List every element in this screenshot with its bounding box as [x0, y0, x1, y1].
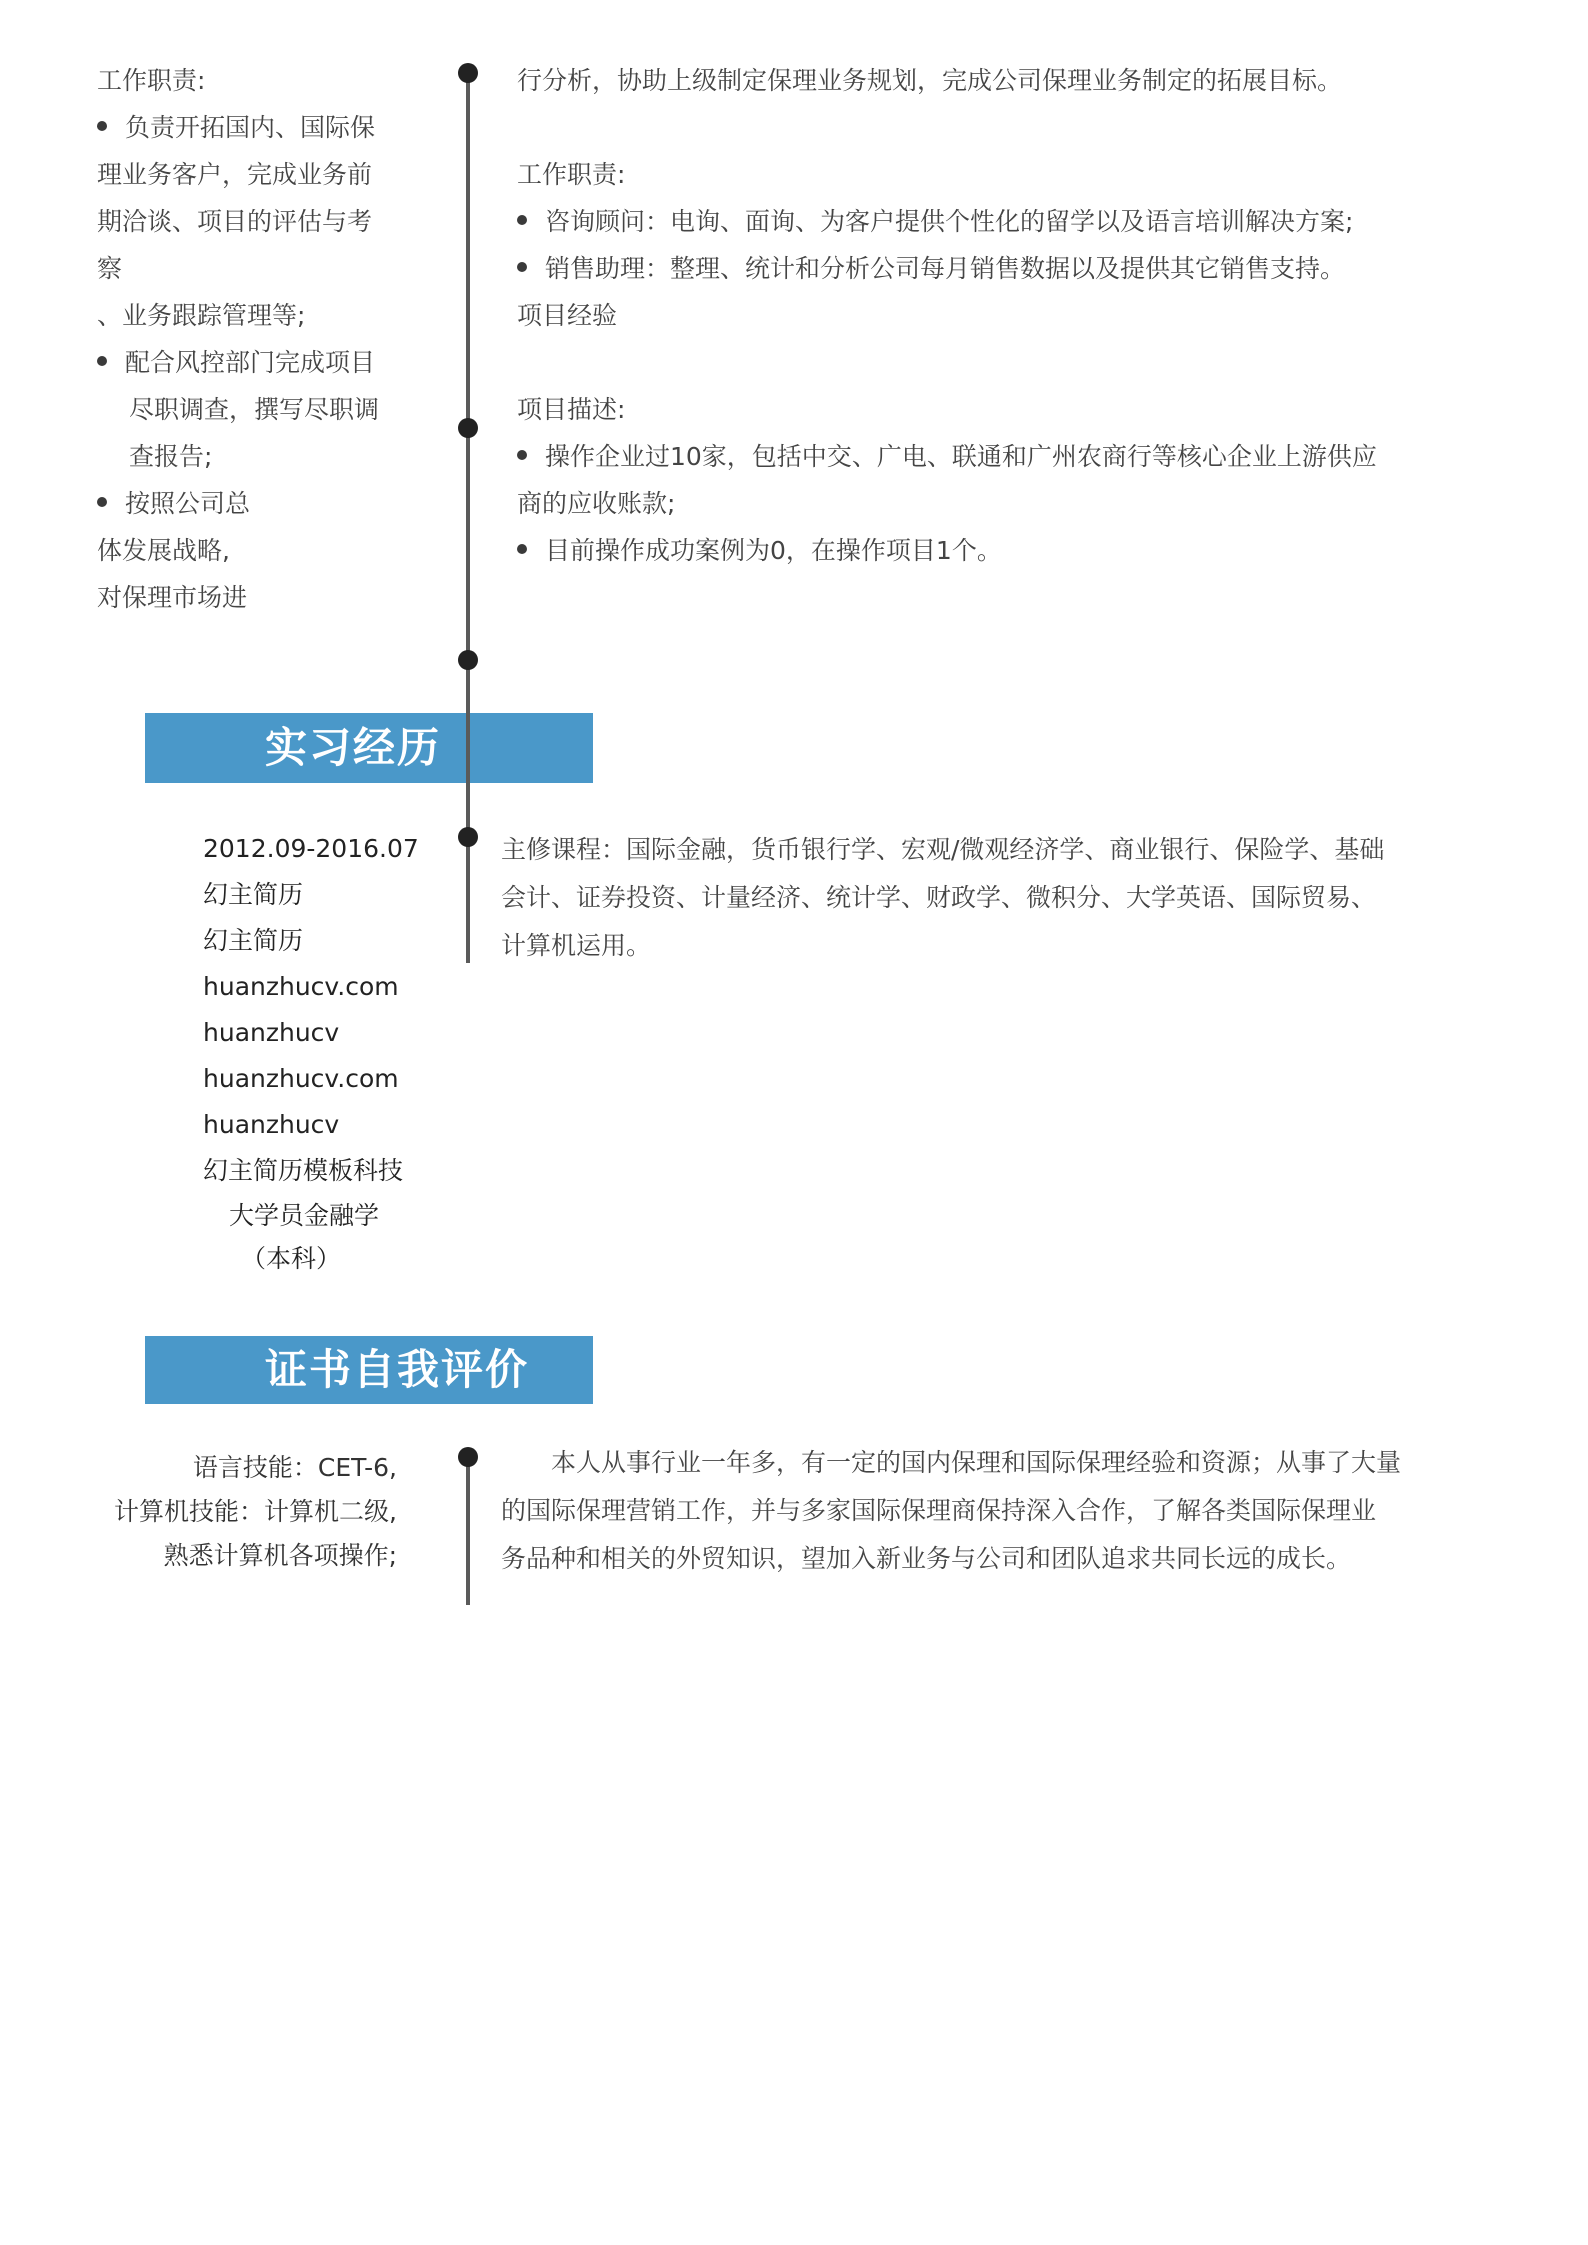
text-line: 务品种和相关的外贸知识，望加入新业务与公司和团队追求共同长远的成长。: [501, 1544, 1352, 1573]
info-line: huanzhucv: [203, 1110, 340, 1139]
spacer: [517, 339, 1447, 386]
bullet-icon: [517, 215, 527, 225]
list-line: 理业务客户，完成业务前: [97, 160, 373, 189]
bullet-icon: [97, 497, 107, 507]
skill-line: 语言技能：CET-6,: [192, 1453, 397, 1482]
section-header-internship: [145, 713, 593, 783]
info-line: 幻主简历模板科技: [203, 1156, 404, 1185]
date-range: 2012.09-2016.07: [203, 834, 419, 863]
bullet-icon: [97, 356, 107, 366]
list-item: 配合风控部门完成项目: [97, 339, 417, 386]
timeline-dot: [458, 418, 478, 438]
list-item: 目前操作成功案例为0，在操作项目1个。: [517, 527, 1447, 574]
section-title: 证书自我评价: [265, 1345, 530, 1394]
work-left-column: [97, 57, 417, 621]
bullet-icon: [517, 262, 527, 272]
skills-list: [114, 1446, 397, 1578]
list-item: 负责开拓国内、国际保: [97, 104, 417, 151]
text-line: 的国际保理营销工作，并与多家国际保理商保持深入合作，了解各类国际保理业: [501, 1496, 1377, 1525]
education-left-column: [203, 826, 419, 1280]
timeline-dot: [458, 827, 478, 847]
spacer: [517, 104, 1447, 151]
list-line: 商的应收账款;: [517, 489, 676, 518]
list-line: 尽职调查，撰写尽职调: [129, 395, 380, 424]
list-line: 察: [97, 254, 123, 283]
work-duties-heading: 工作职责:: [97, 66, 206, 95]
info-line: huanzhucv.com: [203, 1064, 399, 1093]
text-line: 会计、证券投资、计量经济、统计学、财政学、微积分、大学英语、国际贸易、: [501, 883, 1377, 912]
list-item: 销售助理：整理、统计和分析公司每月销售数据以及提供其它销售支持。: [517, 245, 1447, 292]
skill-line: 熟悉计算机各项操作;: [163, 1541, 397, 1570]
info-line: huanzhucv: [203, 1018, 340, 1047]
bullet-icon: [517, 450, 527, 460]
list-item: 操作企业过10家，包括中交、广电、联通和广州农商行等核心企业上游供应: [517, 433, 1447, 480]
skill-line: 计算机技能：计算机二级,: [114, 1497, 397, 1526]
list-item: 咨询顾问：电询、面询、为客户提供个性化的留学以及语言培训解决方案;: [517, 198, 1447, 245]
timeline-dot: [458, 63, 478, 83]
list-line: 期洽谈、项目的评估与考: [97, 207, 373, 236]
degree: （本科）: [241, 1244, 342, 1273]
work-right-column: [517, 57, 1447, 574]
bullet-icon: [97, 121, 107, 131]
info-line: huanzhucv.com: [203, 972, 399, 1001]
info-line: 幻主简历: [203, 926, 304, 955]
info-line: 幻主简历: [203, 880, 304, 909]
timeline-dot: [458, 650, 478, 670]
list-line: 体发展战略,: [97, 536, 230, 565]
list-line: 、业务跟踪管理等;: [97, 301, 306, 330]
courses-text: [501, 826, 1384, 970]
list-item: 按照公司总: [97, 480, 417, 527]
text-line: 本人从事行业一年多，有一定的国内保理和国际保理经验和资源；从事了大量: [501, 1448, 1402, 1477]
timeline-line-lower: [466, 1457, 470, 1605]
project-experience-label: 项目经验: [517, 301, 618, 330]
section-title: 实习经历: [265, 723, 442, 772]
text-line: 主修课程：国际金融，货币银行学、宏观/微观经济学、商业银行、保险学、基础: [501, 835, 1385, 864]
project-description-heading: 项目描述:: [517, 395, 626, 424]
list-line: 查报告;: [129, 442, 213, 471]
work-description-continuation: 行分析，协助上级制定保理业务规划，完成公司保理业务制定的拓展目标。: [517, 66, 1343, 95]
bullet-icon: [517, 544, 527, 554]
duties-heading: 工作职责:: [517, 160, 626, 189]
school-major: 大学员金融学: [229, 1201, 380, 1230]
list-line: 对保理市场进: [97, 583, 248, 612]
text-line: 计算机运用。: [501, 931, 652, 960]
section-header-self-evaluation: [145, 1336, 593, 1404]
self-evaluation-paragraph: [501, 1439, 1401, 1583]
timeline-dot: [458, 1447, 478, 1467]
